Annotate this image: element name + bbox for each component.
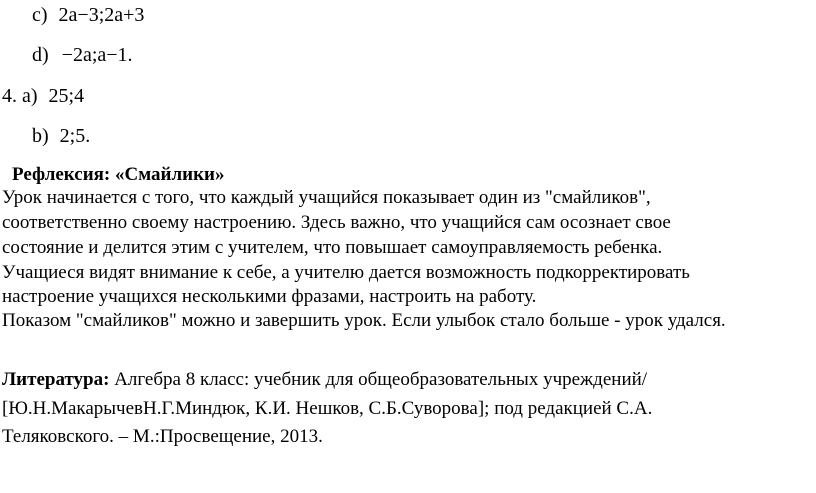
reflection-title: Рефлексия: «Смайлики» bbox=[12, 164, 225, 185]
answer-label: b) bbox=[32, 125, 49, 147]
exercise-number: 4. bbox=[2, 85, 17, 107]
answer-c bbox=[32, 4, 144, 26]
answer-label: a) bbox=[22, 85, 38, 107]
reflection-line: состояние и делится этим с учителем, что повышает самоуправляемость ребенка. bbox=[2, 237, 663, 258]
answer-label: d) bbox=[32, 44, 49, 66]
answer-d bbox=[32, 44, 133, 66]
answer-4a bbox=[2, 85, 84, 107]
answer-expression: 2a−3;2a+3 bbox=[58, 4, 145, 26]
reflection-line: Урок начинается с того, что каждый учащийся показывает один из "смайликов", bbox=[2, 187, 651, 208]
reflection-line: Показом "смайликов" можно и завершить урок. Если улыбок стало больше - урок удался. bbox=[2, 310, 726, 331]
answer-4b bbox=[32, 125, 90, 147]
literature-text: Алгебра 8 класс: учебник для общеобразовательных учреждений/ bbox=[109, 369, 648, 390]
literature-line-1 bbox=[2, 369, 647, 391]
reflection-line: Учащиеся видят внимание к себе, а учителю дается возможность подкорректировать bbox=[2, 262, 690, 283]
answer-label: c) bbox=[32, 4, 48, 26]
answer-expression: 2;5. bbox=[59, 125, 91, 147]
reflection-line: настроение учащихся несколькими фразами, настроить на работу. bbox=[2, 286, 537, 307]
literature-line-3: Теляковского. – М.:Просвещение, 2013. bbox=[2, 426, 323, 447]
answer-expression: 25;4 bbox=[48, 85, 85, 107]
answer-expression: −2a;a−1. bbox=[61, 44, 133, 66]
reflection-line: соответственно своему настроению. Здесь важно, что учащийся сам осознает свое bbox=[2, 212, 671, 233]
literature-line-2: [Ю.Н.МакарычевН.Г.Миндюк, К.И. Нешков, С.Б.Суворова]; под редакцией С.А. bbox=[2, 398, 653, 419]
literature-label: Литература: bbox=[2, 369, 110, 390]
